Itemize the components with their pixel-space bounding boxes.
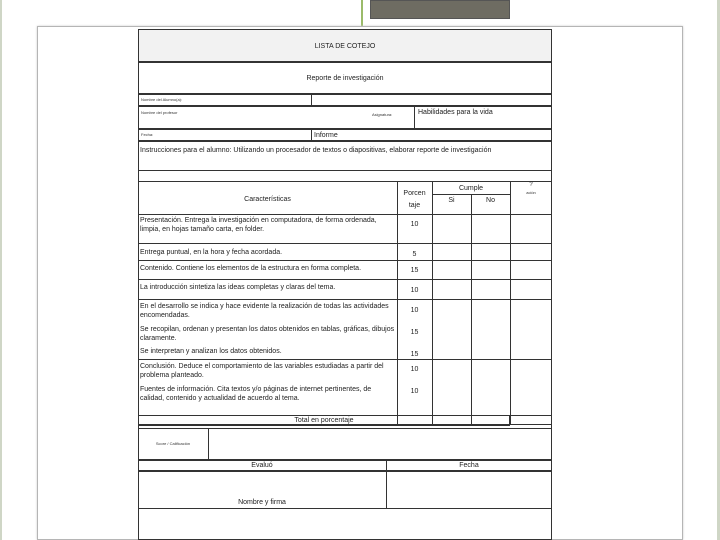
subject-value: Habilidades para la vida [418,109,493,116]
list-item: Contenido. Contiene los elementos de la estructura en forma completa. [140,265,362,272]
col-yes: Si [448,197,455,204]
row-percent: 5 [412,251,417,258]
signature-label: Nombre y firma [238,499,286,506]
evaluator-date-label: Fecha [459,462,479,469]
list-item: Se interpretan y analizan los datos obtenidos. [140,348,282,355]
list-item: Presentación. Entrega la investigación en computadora, de forma ordenada, limpia, en hojas tamaño carta, en folder. [140,217,377,233]
date-row [138,129,552,141]
row-percent: 10 [410,366,419,373]
list-item: Fuentes de información. Cita textos y/o páginas de internet pertinentes, de calidad, contenido y actualidad de acuerdo al tema. [140,386,372,402]
evaluator-label: Evaluó [251,462,273,469]
col-observation-2: ación [526,190,536,195]
slide-frame-left [0,0,2,540]
subtitle: Reporte de investigación [306,75,384,82]
student-name-label: Nombre del Alumno(a): [141,97,183,102]
date-label: Fecha: [141,132,154,137]
divider [311,94,312,106]
col-complies: Cumple [458,185,484,192]
row-percent: 10 [410,388,419,395]
col-no: No [486,197,495,204]
row-percent: 15 [410,351,419,358]
row-percent: 15 [410,267,419,274]
row-percent: 10 [410,307,419,314]
instructions-text: Instrucciones para el alumno: Utilizando un procesador de textos o diapositivas, elaborar reporte de investigación [140,147,492,154]
list-item: Se recopilan, ordenan y presentan los datos obtenidos en tablas, gráficas, dibujos claramente. [140,326,395,342]
page-title: LISTA DE COTEJO [314,43,376,50]
list-item: Conclusión. Deduce el comportamiento de las variables estudiadas a partir del problema planteado. [140,363,384,379]
teacher-name-label: Nombre del profesor [141,110,178,115]
row-percent: 10 [410,287,419,294]
score-label: Score / Calificación [155,441,191,446]
report-type: Informe [314,132,338,139]
col-observation-1: ? [529,182,533,188]
col-percent-1: Porcen [403,190,426,197]
divider [311,129,312,141]
list-item: La introducción sintetiza las ideas completas y claras del tema. [140,284,336,291]
divider [414,106,415,129]
row-percent: 10 [410,221,419,228]
total-label: Total en porcentaje [294,417,354,424]
col-percent-2: taje [408,202,421,209]
col-characteristics: Características [244,196,291,203]
row-percent: 15 [410,329,419,336]
list-item: En el desarrollo se indica y hace evidente la realización de todas las actividades encomendadas. [140,303,389,319]
divider [208,428,209,460]
student-name-row [138,94,552,106]
decorative-box [370,0,510,19]
subject-label: Asignatura: [372,112,393,117]
list-item: Entrega puntual, en la hora y fecha acordada. [140,249,283,256]
